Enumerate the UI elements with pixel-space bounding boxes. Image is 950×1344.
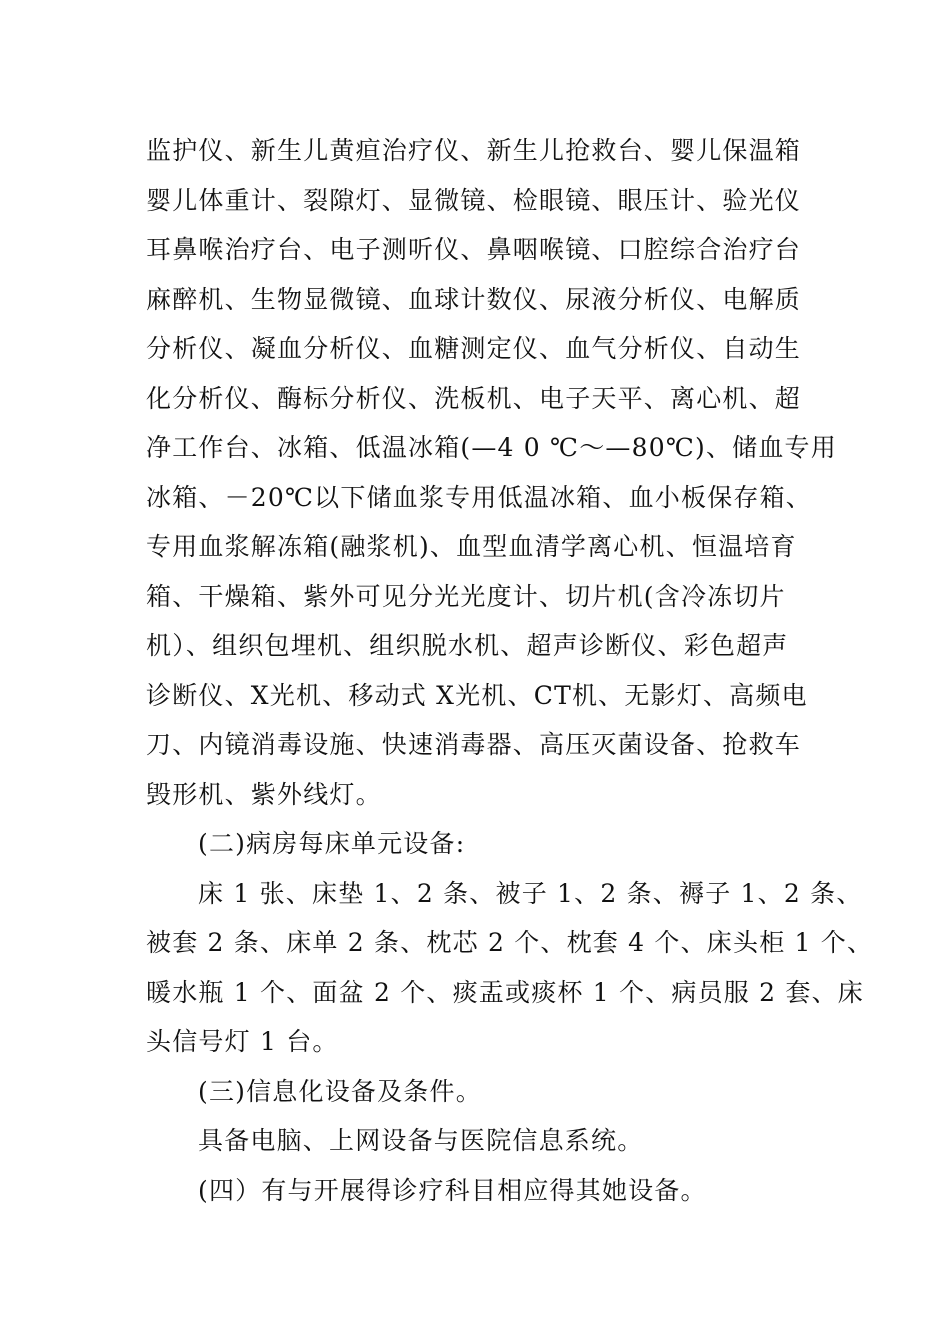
equipment-line-10: 箱、干燥箱、紫外可见分光光度计、切片机(含冷冻切片 xyxy=(146,582,786,611)
equipment-line-14: 毁形机、紫外线灯。 xyxy=(146,780,382,809)
equipment-line-12: 诊断仪、X光机、移动式 X光机、CT机、无影灯、高频电 xyxy=(146,681,808,710)
ward-equipment-line-1: 床 1 张、床垫 1、2 条、被子 1、2 条、褥子 1、2 条、 xyxy=(198,879,863,908)
equipment-line-4: 麻醉机、生物显微镜、血球计数仪、尿液分析仪、电解质 xyxy=(146,285,802,314)
section-2-heading: (二)病房每床单元设备: xyxy=(198,829,466,858)
equipment-line-1: 监护仪、新生儿黄疸治疗仪、新生儿抢救台、婴儿保温箱 xyxy=(146,136,802,165)
equipment-line-11: 机）、组织包埋机、组织脱水机、超声诊断仪、彩色超声 xyxy=(146,631,789,660)
ward-equipment-line-2: 被套 2 条、床单 2 条、枕芯 2 个、枕套 4 个、床头柜 1 个、 xyxy=(146,928,874,957)
equipment-line-6: 化分析仪、酶标分析仪、洗板机、电子天平、离心机、超 xyxy=(146,384,802,413)
equipment-line-7: 净工作台、冰箱、低温冰箱(—4 0 ℃～—80℃)、储血专用 xyxy=(146,433,837,462)
ward-equipment-line-3: 暖水瓶 1 个、面盆 2 个、痰盂或痰杯 1 个、病员服 2 套、床 xyxy=(146,978,864,1007)
equipment-line-8: 冰箱、－20℃以下储血浆专用低温冰箱、血小板保存箱、 xyxy=(146,483,812,512)
section-3-text: 具备电脑、上网设备与医院信息系统。 xyxy=(198,1126,644,1155)
equipment-line-2: 婴儿体重计、裂隙灯、显微镜、检眼镜、眼压计、验光仪 xyxy=(146,186,802,215)
section-4-heading: (四）有与开展得诊疗科目相应得其她设备。 xyxy=(198,1176,707,1205)
equipment-line-5: 分析仪、凝血分析仪、血糖测定仪、血气分析仪、自动生 xyxy=(146,334,802,363)
equipment-line-3: 耳鼻喉治疗台、电子测听仪、鼻咽喉镜、口腔综合治疗台 xyxy=(146,235,802,264)
equipment-line-9: 专用血浆解冻箱(融浆机)、血型血清学离心机、恒温培育 xyxy=(146,532,797,561)
ward-equipment-line-4: 头信号灯 1 台。 xyxy=(146,1027,339,1056)
section-3-heading: (三)信息化设备及条件。 xyxy=(198,1077,482,1106)
equipment-line-13: 刀、内镜消毒设施、快速消毒器、高压灭菌设备、抢救车 xyxy=(146,730,802,759)
